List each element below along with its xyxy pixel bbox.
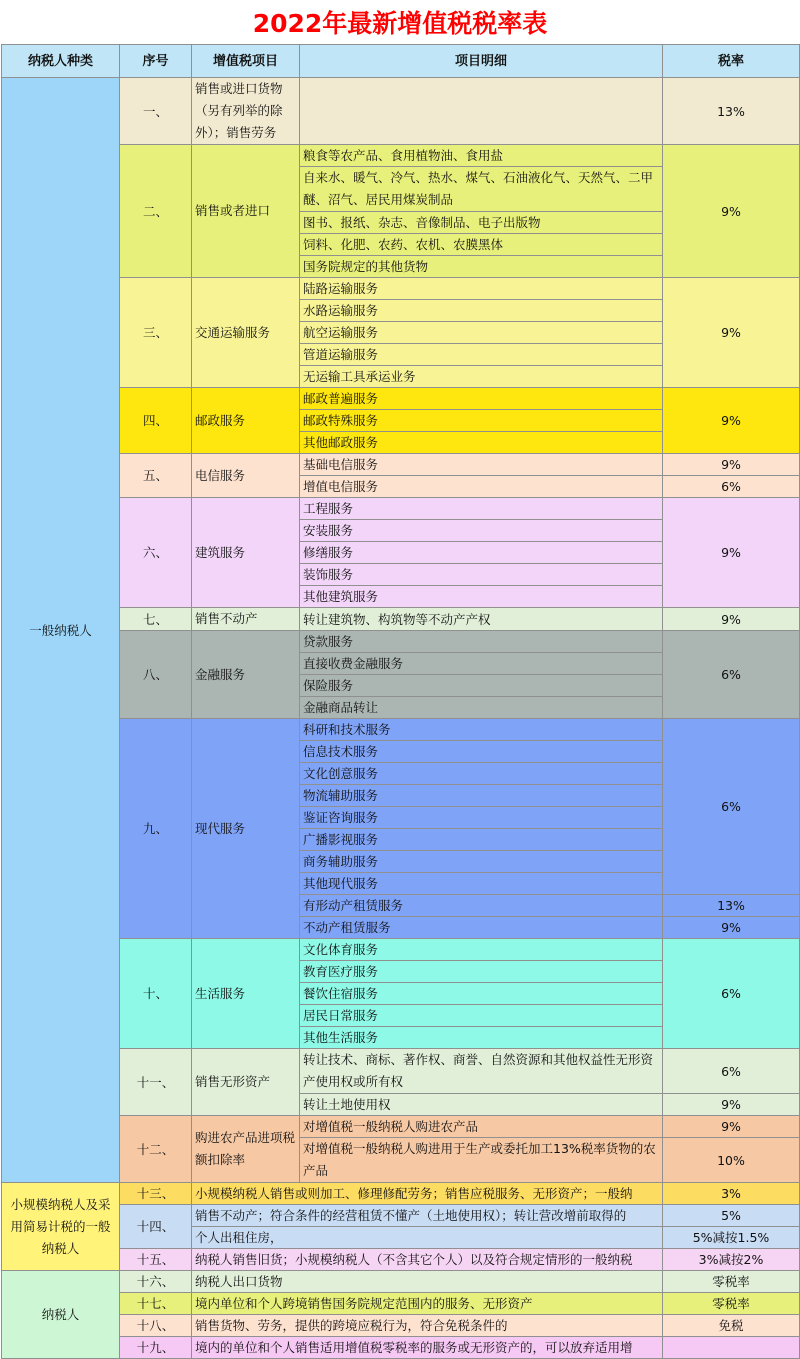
table-row	[2, 278, 800, 300]
table-row	[2, 1337, 800, 1359]
detail-cell: 其他建筑服务	[300, 586, 663, 608]
detail-cell: 国务院规定的其他货物	[300, 256, 663, 278]
detail-cell: 信息技术服务	[300, 741, 663, 763]
detail-cell: 粮食等农产品、食用植物油、食用盐	[300, 145, 663, 167]
rate-cell: 6%	[663, 476, 800, 498]
category-general: 一般纳税人	[2, 78, 120, 1183]
detail-cell: 不动产租赁服务	[300, 917, 663, 939]
rate-cell: 13%	[663, 78, 800, 145]
detail-cell: 装饰服务	[300, 564, 663, 586]
detail-cell: 邮政特殊服务	[300, 410, 663, 432]
detail-cell: 文化创意服务	[300, 763, 663, 785]
detail-cell: 航空运输服务	[300, 322, 663, 344]
detail-cell: 居民日常服务	[300, 1005, 663, 1027]
header-row	[2, 45, 800, 78]
table-row	[2, 1049, 800, 1072]
table-row	[2, 145, 800, 167]
item-cell: 销售或进口货物（另有列举的除外）；销售劳务	[192, 78, 300, 145]
detail-cell: 基础电信服务	[300, 454, 663, 476]
rate-cell: 6%	[663, 939, 800, 1049]
detail-cell: 纳税人出口货物	[192, 1271, 663, 1293]
table-row	[2, 719, 800, 741]
detail-cell: 转让土地使用权	[300, 1094, 663, 1116]
detail-cell: 物流辅助服务	[300, 785, 663, 807]
rate-cell: 6%	[663, 719, 800, 895]
item-cell: 金融服务	[192, 631, 300, 719]
item-cell: 建筑服务	[192, 498, 300, 608]
rate-cell: 9%	[663, 278, 800, 388]
detail-cell: 文化体育服务	[300, 939, 663, 961]
rate-cell: 6%	[663, 1049, 800, 1094]
seq-cell: 二、	[120, 145, 192, 278]
seq-cell: 十、	[120, 939, 192, 1049]
table-row	[2, 498, 800, 520]
seq-cell: 十九、	[120, 1337, 192, 1359]
item-cell: 销售或者进口	[192, 145, 300, 278]
detail-cell: 转让技术、商标、著作权、商誉、自然资源和其他权益性无形资产使用权或所有权	[300, 1049, 663, 1094]
seq-cell: 八、	[120, 631, 192, 719]
seq-cell: 十四、	[120, 1205, 192, 1249]
table-row	[2, 631, 800, 653]
rate-cell: 6%	[663, 631, 800, 719]
rate-cell: 13%	[663, 895, 800, 917]
seq-cell: 十七、	[120, 1293, 192, 1315]
detail-cell: 转让建筑物、构筑物等不动产产权	[300, 608, 663, 631]
rate-cell: 9%	[663, 498, 800, 608]
detail-cell: 鉴证咨询服务	[300, 807, 663, 829]
detail-cell: 陆路运输服务	[300, 278, 663, 300]
detail-cell: 销售不动产；符合条件的经营租赁不懂产（土地使用权）；转让营改增前取得的	[192, 1205, 663, 1227]
detail-cell: 对增值税一般纳税人购进农产品	[300, 1116, 663, 1138]
seq-cell: 七、	[120, 608, 192, 631]
detail-cell: 自来水、暖气、冷气、热水、煤气、石油液化气、天然气、二甲醚、沼气、居民用煤炭制品	[300, 167, 663, 212]
rate-cell: 9%	[663, 1094, 800, 1116]
header-taxpayer-type: 纳税人种类	[2, 45, 120, 78]
rate-cell: 9%	[663, 388, 800, 454]
seq-cell: 六、	[120, 498, 192, 608]
rate-cell: 9%	[663, 917, 800, 939]
rate-cell: 3%减按2%	[663, 1249, 800, 1271]
rate-cell: 9%	[663, 1116, 800, 1138]
detail-cell: 小规模纳税人销售或则加工、修理修配劳务；销售应税服务、无形资产；一般纳	[192, 1183, 663, 1205]
detail-cell: 邮政普遍服务	[300, 388, 663, 410]
detail-cell: 工程服务	[300, 498, 663, 520]
rate-cell: 零税率	[663, 1293, 800, 1315]
rate-cell: 10%	[663, 1138, 800, 1183]
detail-cell: 增值电信服务	[300, 476, 663, 498]
table-row	[2, 454, 800, 476]
item-cell: 销售不动产	[192, 608, 300, 631]
item-cell: 现代服务	[192, 719, 300, 939]
seq-cell: 三、	[120, 278, 192, 388]
rate-cell: 9%	[663, 454, 800, 476]
table-row	[2, 1116, 800, 1138]
table-row	[2, 608, 800, 631]
header-rate: 税率	[663, 45, 800, 78]
seq-cell: 十八、	[120, 1315, 192, 1337]
detail-cell: 广播影视服务	[300, 829, 663, 851]
detail-cell: 管道运输服务	[300, 344, 663, 366]
detail-cell: 境内的单位和个人销售适用增值税零税率的服务或无形资产的，可以放弃适用增	[192, 1337, 663, 1359]
detail-cell: 无运输工具承运业务	[300, 366, 663, 388]
table-row	[2, 1293, 800, 1315]
detail-cell: 餐饮住宿服务	[300, 983, 663, 1005]
rate-cell: 9%	[663, 145, 800, 278]
table-row	[2, 78, 800, 100]
detail-cell: 安装服务	[300, 520, 663, 542]
header-detail: 项目明细	[300, 45, 663, 78]
detail-cell: 境内单位和个人跨境销售国务院规定范围内的服务、无形资产	[192, 1293, 663, 1315]
seq-cell: 十五、	[120, 1249, 192, 1271]
item-cell: 购进农产品进项税额扣除率	[192, 1116, 300, 1183]
rate-cell: 免税	[663, 1315, 800, 1337]
detail-cell: 销售货物、劳务，提供的跨境应税行为，符合免税条件的	[192, 1315, 663, 1337]
detail-cell: 饲料、化肥、农药、农机、农膜黑体	[300, 234, 663, 256]
detail-cell: 商务辅助服务	[300, 851, 663, 873]
category-small: 小规模纳税人及采用简易计税的一般纳税人	[2, 1183, 120, 1271]
page-title: 2022年最新增值税税率表	[252, 9, 548, 38]
category-all: 纳税人	[2, 1271, 120, 1359]
detail-cell: 水路运输服务	[300, 300, 663, 322]
table-row	[2, 1315, 800, 1337]
seq-cell: 四、	[120, 388, 192, 454]
header-seq: 序号	[120, 45, 192, 78]
table-row	[2, 1249, 800, 1271]
rate-cell	[663, 1337, 800, 1359]
seq-cell: 十一、	[120, 1049, 192, 1116]
table-row	[2, 1271, 800, 1293]
header-item: 增值税项目	[192, 45, 300, 78]
detail-cell: 其他邮政服务	[300, 432, 663, 454]
detail-cell: 金融商品转让	[300, 697, 663, 719]
item-cell: 销售无形资产	[192, 1049, 300, 1116]
detail-cell: 教育医疗服务	[300, 961, 663, 983]
table-body	[2, 45, 800, 1359]
item-cell: 邮政服务	[192, 388, 300, 454]
detail-cell	[300, 78, 663, 145]
seq-cell: 十三、	[120, 1183, 192, 1205]
rate-cell: 3%	[663, 1183, 800, 1205]
detail-cell: 保险服务	[300, 675, 663, 697]
rate-cell: 零税率	[663, 1271, 800, 1293]
detail-cell: 其他现代服务	[300, 873, 663, 895]
detail-cell: 贷款服务	[300, 631, 663, 653]
rate-cell: 5%减按1.5%	[663, 1227, 800, 1249]
detail-cell: 有形动产租赁服务	[300, 895, 663, 917]
seq-cell: 五、	[120, 454, 192, 498]
detail-cell: 对增值税一般纳税人购进用于生产或委托加工13%税率货物的农产品	[300, 1138, 663, 1183]
item-cell: 交通运输服务	[192, 278, 300, 388]
seq-cell: 九、	[120, 719, 192, 939]
table-row	[2, 1183, 800, 1205]
seq-cell: 十二、	[120, 1116, 192, 1183]
item-cell: 生活服务	[192, 939, 300, 1049]
table-row	[2, 1205, 800, 1227]
rate-cell: 5%	[663, 1205, 800, 1227]
detail-cell: 修缮服务	[300, 542, 663, 564]
detail-cell: 个人出租住房，	[192, 1227, 663, 1249]
tax-rate-table	[1, 44, 800, 1359]
table-row	[2, 939, 800, 961]
detail-cell: 其他生活服务	[300, 1027, 663, 1049]
detail-cell: 科研和技术服务	[300, 719, 663, 741]
seq-cell: 十六、	[120, 1271, 192, 1293]
rate-cell: 9%	[663, 608, 800, 631]
seq-cell: 一、	[120, 78, 192, 145]
detail-cell: 图书、报纸、杂志、音像制品、电子出版物	[300, 212, 663, 234]
detail-cell: 纳税人销售旧货；小规模纳税人（不含其它个人）以及符合规定情形的一般纳税	[192, 1249, 663, 1271]
item-cell: 电信服务	[192, 454, 300, 498]
table-row	[2, 388, 800, 410]
detail-cell: 直接收费金融服务	[300, 653, 663, 675]
